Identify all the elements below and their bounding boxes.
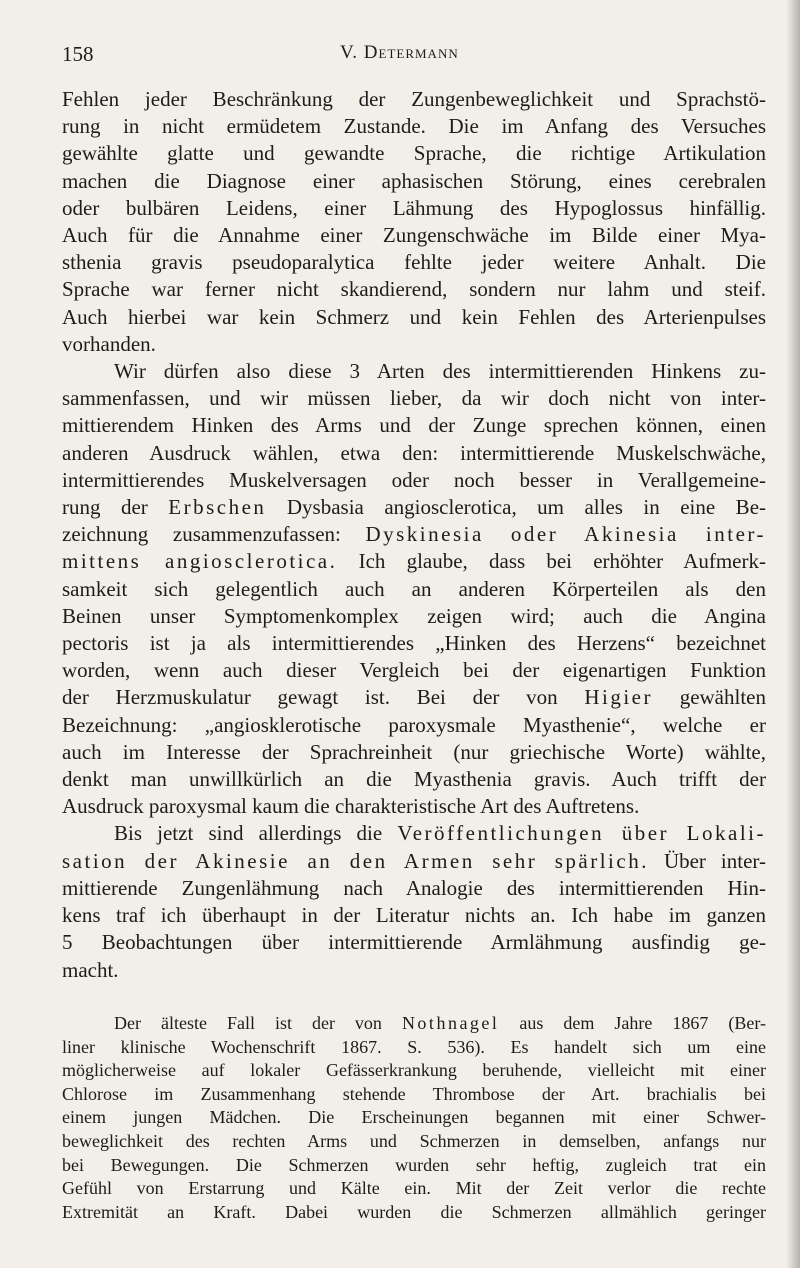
text-fragment: zeichnung zusammenzufassen: — [62, 522, 366, 547]
text-line: Gefühl von Erstarrung und Kälte ein. Mit der Zeit verlor die rechte — [62, 1178, 766, 1199]
text-line: Chlorose im Zusammenhang stehende Thrombose der Art. brachialis bei — [62, 1083, 766, 1104]
text-fragment: Der älteste Fall ist der von — [114, 1013, 402, 1033]
text-fragment: aus dem Jahre 1867 (Ber- — [499, 1013, 766, 1033]
spaced-term: mittens angiosclerotica. — [62, 549, 338, 574]
paragraph-1 — [62, 86, 766, 358]
text-line: Auch für die Annahme einer Zungenschwäche im Bilde einer Mya- — [62, 223, 766, 248]
spaced-term: Dyskinesia oder Akinesia inter- — [365, 522, 766, 547]
text-line: denkt man unwillkürlich an die Myasthenia gravis. Auch trifft der — [62, 767, 766, 792]
text-line: liner klinische Wochenschrift 1867. S. 536). Es handelt sich um eine — [62, 1036, 766, 1057]
text-line: oder bulbären Leidens, einer Lähmung des Hypoglossus hinfällig. — [62, 195, 766, 220]
author-name: Determann — [363, 42, 459, 63]
text-line — [62, 684, 766, 711]
text-line: Extremität an Kraft. Dabei wurden die Schmerzen allmählich geringer — [62, 1201, 766, 1222]
text-line: macht. — [62, 957, 119, 982]
text-line: sthenia gravis pseudoparalytica fehlte jeder weitere Anhalt. Die — [62, 250, 766, 275]
text-line: anderen Ausdruck wählen, etwa den: intermittierende Muskelschwäche, — [62, 440, 766, 465]
text-line: gewählte glatte und gewandte Sprache, die richtige Artikulation — [62, 141, 766, 166]
text-fragment: Bis jetzt sind allerdings die — [114, 821, 398, 846]
text-line: intermittierendes Muskelversagen oder noch besser in Verallgemeine- — [62, 467, 766, 492]
text-line: worden, wenn auch dieser Vergleich bei der eigenartigen Funktion — [62, 658, 766, 683]
text-line: rung in nicht ermüdetem Zustande. Die im Anfang des Versuches — [62, 114, 766, 139]
paragraph-3 — [62, 820, 766, 983]
case-report-small-print — [62, 1012, 766, 1224]
spaced-term: Veröffentlichungen über Lokali- — [397, 821, 766, 846]
text-line: Fehlen jeder Beschränkung der Zungenbeweglichkeit und Sprachstö- — [62, 87, 766, 111]
text-line — [62, 521, 766, 548]
text-line — [62, 820, 766, 847]
running-head — [340, 42, 459, 64]
text-line: vorhanden. — [62, 331, 156, 356]
spaced-name-higier: Higier — [584, 685, 653, 710]
text-line: pectoris ist ja als intermittierendes „Hinken des Herzens“ bezeichnet — [62, 631, 766, 656]
text-line: Wir dürfen also diese 3 Arten des intermittierenden Hinkens zu- — [114, 359, 766, 384]
text-line: beweglichkeit des rechten Arms und Schmerzen in demselben, anfangs nur — [62, 1130, 766, 1151]
text-line: samkeit sich gelegentlich auch an anderen Körperteilen als den — [62, 576, 766, 601]
text-fragment: rung der — [62, 495, 169, 520]
text-line: Sprache war ferner nicht skandierend, sondern nur lahm und steif. — [62, 277, 766, 302]
text-line — [62, 1012, 766, 1036]
main-text — [62, 86, 766, 984]
spaced-term: sation der Akinesie an den Armen sehr spärlich. — [62, 848, 649, 873]
text-line: 5 Beobachtungen über intermittierende Armlähmung ausfindig ge- — [62, 930, 766, 955]
spaced-name-erb: Erbschen — [168, 495, 267, 520]
text-line: Bezeichnung: „angiosklerotische paroxysmale Myasthenie“, welche er — [62, 712, 766, 737]
text-fragment: der Herzmuskulatur gewagt ist. Bei der von — [62, 685, 585, 710]
page-fold-shadow — [786, 0, 800, 1268]
text-line: Ausdruck paroxysmal kaum die charakteristische Art des Auftretens. — [62, 794, 640, 819]
text-line: auch im Interesse der Sprachreinheit (nur griechische Worte) wählte, — [62, 739, 766, 764]
page-number: 158 — [62, 42, 94, 66]
text-line: bei Bewegungen. Die Schmerzen wurden sehr heftig, zugleich trat ein — [62, 1154, 766, 1175]
text-line: mittierende Zungenlähmung nach Analogie des intermittierenden Hin- — [62, 875, 766, 900]
text-line: Beinen unser Symptomenkomplex zeigen wird; auch die Angina — [62, 603, 766, 628]
text-fragment: Dysbasia angiosclerotica, um alles in eine Be- — [266, 495, 767, 520]
text-line: einem jungen Mädchen. Die Erscheinungen begannen mit einer Schwer- — [62, 1107, 766, 1128]
text-line: möglicherweise auf lokaler Gefässerkrankung beruhende, vielleicht mit einer — [62, 1060, 766, 1081]
text-line: sammenfassen, und wir müssen lieber, da wir doch nicht von inter- — [62, 386, 766, 411]
spaced-name-nothnagel: Nothnagel — [401, 1013, 500, 1033]
text-line: machen die Diagnose einer aphasischen Störung, eines cerebralen — [62, 168, 766, 193]
text-line — [62, 848, 766, 875]
text-line: mittierendem Hinken des Arms und der Zunge sprechen können, einen — [62, 413, 766, 438]
page-header — [62, 42, 760, 72]
text-fragment: Ich glaube, dass bei erhöhter Aufmerk- — [337, 549, 766, 574]
text-line: kens traf ich überhaupt in der Literatur nichts an. Ich habe im ganzen — [62, 903, 766, 928]
author-initial: V. — [340, 42, 364, 63]
text-line — [62, 548, 766, 575]
paragraph-2 — [62, 358, 766, 820]
text-fragment: gewählten — [652, 685, 766, 710]
text-fragment: Über inter- — [648, 848, 766, 873]
text-line — [62, 494, 766, 521]
text-line: Auch hierbei war kein Schmerz und kein Fehlen des Arterienpulses — [62, 304, 766, 329]
